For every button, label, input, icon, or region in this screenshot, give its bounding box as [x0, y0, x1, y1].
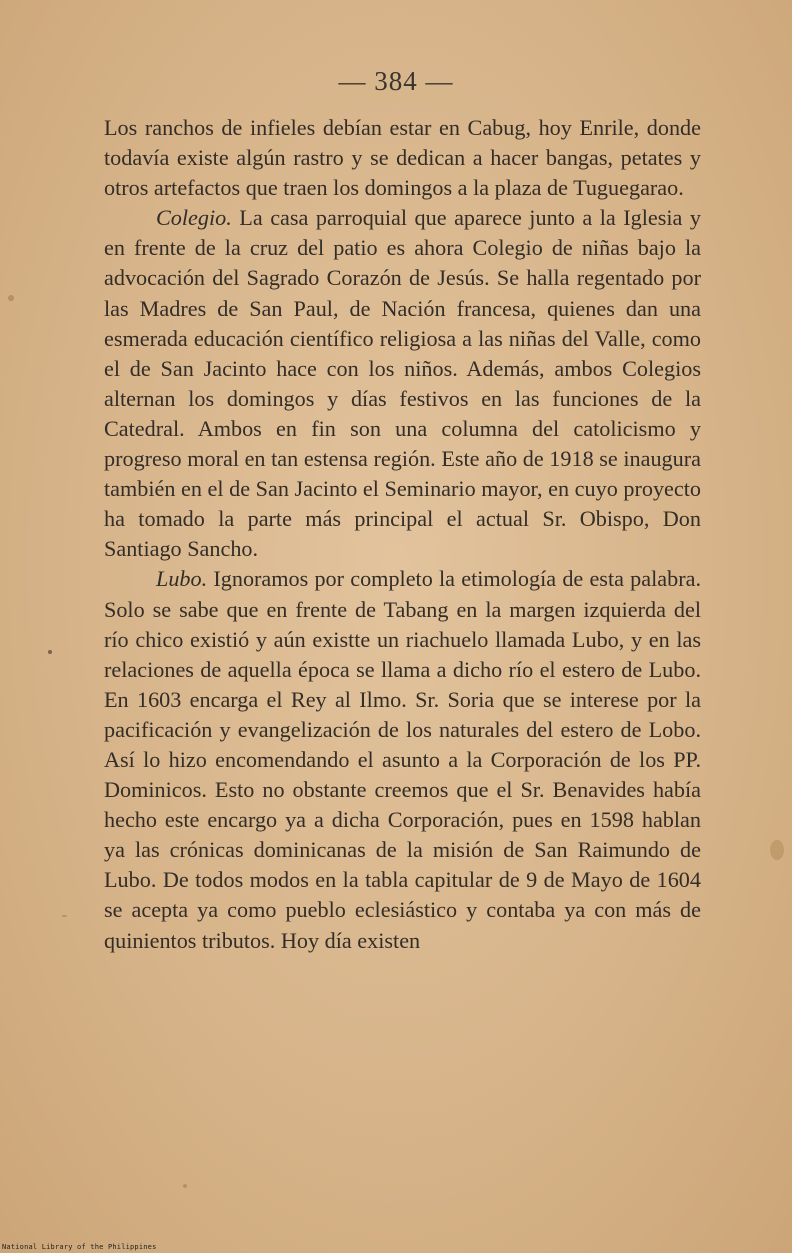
paper-speck: [770, 840, 784, 860]
paper-speck: [8, 295, 14, 301]
paragraph-text: Los ranchos de infieles debían estar en Cabug, hoy Enrile, donde todavía existe algún rastro y se dedican a hacer bangas, petates y otros artefactos que traen los domingos a la plaza de Tuguegarao.: [104, 115, 701, 201]
body-text: [104, 113, 701, 956]
paper-speck: [62, 915, 67, 917]
paper-speck: [183, 1184, 187, 1188]
paper-speck: [48, 650, 52, 654]
paragraph-ranchos: [104, 113, 701, 203]
paragraph-text: Ignoramos por completo la etimología de esta palabra. Solo se sabe que en frente de Tabang en la margen izquierda del río chico existió y aún existte un riachuelo llamada Lubo, y en las relaciones de aquella época se llama a dicho río el estero de Lubo. En 1603 encarga el Rey al Ilmo. Sr. Soria que se interese por la pacificación y evangelización de los naturales del estero de Lobo. Así lo hizo encomendando el asunto a la Corporación de los PP. Dominicos. Esto no obstante creemos que el Sr. Benavides había hecho este encargo ya a dicha Corporación, pues en 1598 hablan ya las crónicas dominicanas de la misión de San Raimundo de Lubo. De todos modos en la tabla capitular de 9 de Mayo de 1604 se acepta ya como pueblo eclesiástico y contaba ya con más de quinientos tributos. Hoy día existen: [104, 566, 701, 953]
section-lead-lubo: Lubo.: [156, 566, 208, 592]
page-number: — 384 —: [338, 66, 454, 96]
section-lead-colegio: Colegio.: [156, 205, 232, 231]
paragraph-lubo: [104, 564, 701, 955]
paragraph-text: La casa parroquial que aparece junto a la Iglesia y en frente de la cruz del patio es ahora Colegio de niñas bajo la advocación del Sagrado Corazón de Jesús. Se halla regentado por las Madres de San Paul, de Nación francesa, quienes dan una esmerada educación científico religiosa a las niñas del Valle, como el de San Jacinto hace con los niños. Además, ambos Colegios alternan los domingos y días festivos en las funciones de la Catedral. Ambos en fin son una columna del catolicismo y progreso moral en tan estensa región. Este año de 1918 se inaugura también en el de San Jacinto el Seminario mayor, en cuyo proyecto ha tomado la parte más principal el actual Sr. Obispo, Don Santiago Sancho.: [104, 205, 701, 562]
paragraph-colegio: [104, 203, 701, 564]
library-credit: National Library of the Philippines: [2, 1243, 157, 1251]
